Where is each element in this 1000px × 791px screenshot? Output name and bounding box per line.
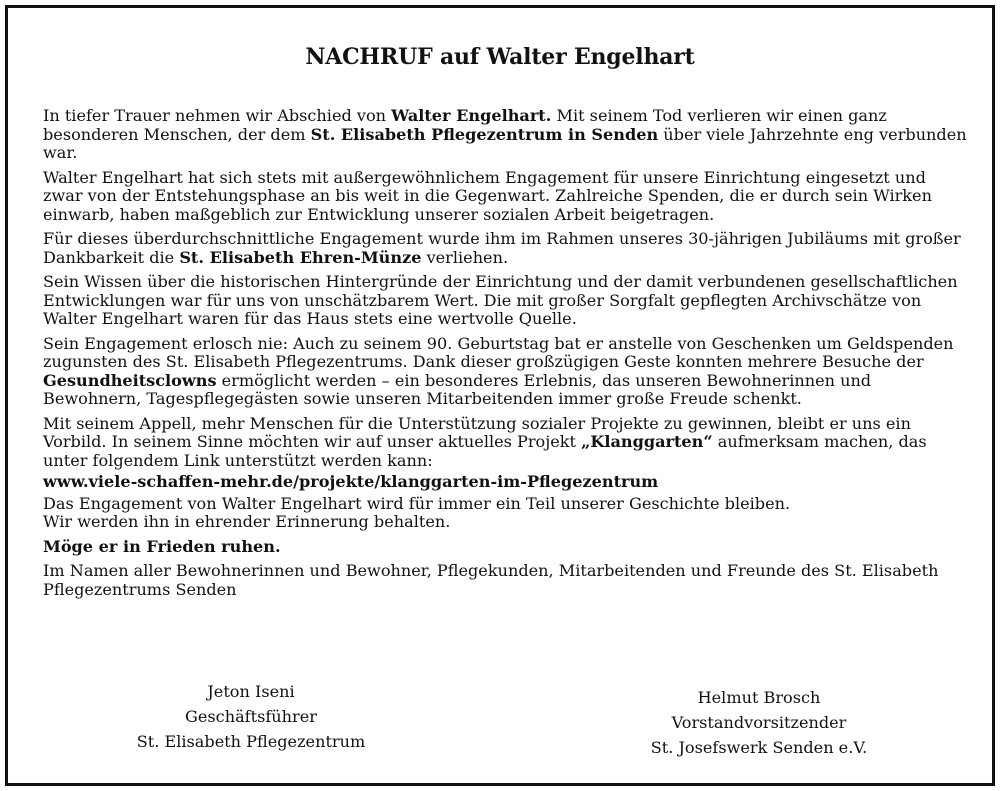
paragraph-text: über viele Jahrzehnte eng verbunden war. [43, 124, 967, 162]
farewell-text: Möge er in Frieden ruhen. [43, 536, 281, 556]
body-paragraph [43, 169, 967, 225]
project-link [43, 473, 967, 492]
notice-title: NACHRUF auf Walter Engelhart [305, 44, 695, 70]
obituary-notice [5, 5, 995, 786]
emphasized-text: St. Elisabeth Pflegezentrum in Senden [310, 124, 659, 144]
paragraph-text: In tiefer Trauer nehmen wir Abschied von [43, 106, 392, 125]
paragraph-text: Mit seinem Tod verlieren wir einen ganz besonderen Menschen, der dem [43, 106, 887, 144]
signatory-name: Helmut Brosch [697, 688, 821, 707]
paragraph-text: aufmerksam machen, das unter folgendem Link unterstützt werden kann: [43, 432, 927, 470]
paragraph-text: Für dieses überdurchschnittliche Engagement wurde ihm im Rahmen unseres 30-jährigen Jubiläums mit großer Dankbarkeit die [43, 229, 961, 267]
closing-line-2: Wir werden ihn in ehrender Erinnerung behalten. [43, 512, 451, 531]
signatory-role: Geschäftsführer [185, 707, 317, 726]
body-paragraph [43, 415, 967, 471]
farewell-paragraph [43, 538, 967, 557]
body-paragraph [43, 335, 967, 409]
signatory-role: Vorstandvorsitzender [671, 713, 847, 732]
paragraph-text: ermöglicht werden – ein besonderes Erlebnis, das unseren Bewohnerinnen und Bewohnern, Tagespflegegästen sowie unseren Mitarbeitenden immer große Freude schenkt. [43, 370, 872, 408]
closing-paragraph [43, 495, 967, 532]
project-link-text: www.viele-schaffen-mehr.de/projekte/klanggarten-im-Pflegezentrum [43, 472, 659, 491]
notice-body [43, 107, 967, 605]
signatory-organization: St. Josefswerk Senden e.V. [650, 738, 868, 757]
closing-line-1: Das Engagement von Walter Engelhart wird für immer ein Teil unserer Geschichte bleiben. [43, 493, 791, 513]
signatory-organization: St. Elisabeth Pflegezentrum [136, 732, 366, 751]
body-paragraph [43, 273, 967, 329]
on-behalf-paragraph: Im Namen aller Bewohnerinnen und Bewohner, Pflegekunden, Mitarbeitenden und Freunde des St. Elisabeth Pflegezentrums Senden [43, 561, 939, 599]
emphasized-text: Walter Engelhart. [391, 106, 552, 125]
signature-block-left [101, 679, 401, 754]
paragraph-text: Sein Wissen über die historischen Hintergründe der Einrichtung und der damit verbundenen gesellschaftlichen Entwicklungen war für uns von unschätzbarem Wert. Die mit großer Sorgfalt gepflegten Archivschätze von Walter Engelhart waren für das Haus stets eine wertvolle Quelle. [43, 272, 958, 328]
paragraph-list [43, 107, 967, 470]
body-paragraph [43, 230, 967, 267]
emphasized-text: Gesundheitsclowns [43, 370, 217, 390]
emphasized-text: St. Elisabeth Ehren-Münze [179, 247, 422, 267]
emphasized-text: „Klanggarten“ [581, 432, 713, 451]
paragraph-text: Sein Engagement erlosch nie: Auch zu seinem 90. Geburtstag bat er anstelle von Geschenken um Geldspenden zugunsten des St. Elisabeth Pflegezentrums. Dank dieser großzügigen Geste konnten mehrere Besuche der [43, 333, 954, 371]
signatory-name: Jeton Iseni [207, 682, 295, 701]
paragraph-text: Walter Engelhart hat sich stets mit außergewöhnlichem Engagement für unsere Einrichtung eingesetzt und zwar von der Entstehungsphase an bis weit in die Gegenwart. Zahlreiche Spenden, die er durch sein Wirken einwarb, haben maßgeblich zur Entwicklung unserer sozialen Arbeit beigetragen. [43, 167, 932, 224]
body-paragraph [43, 107, 967, 163]
paragraph-text: Mit seinem Appell, mehr Menschen für die Unterstützung sozialer Projekte zu gewinnen, bleibt er uns ein Vorbild. In seinem Sinne möchten wir auf unser aktuelles Projekt [43, 413, 911, 451]
signature-block-right [609, 685, 909, 760]
paragraph-text: verliehen. [421, 247, 509, 267]
